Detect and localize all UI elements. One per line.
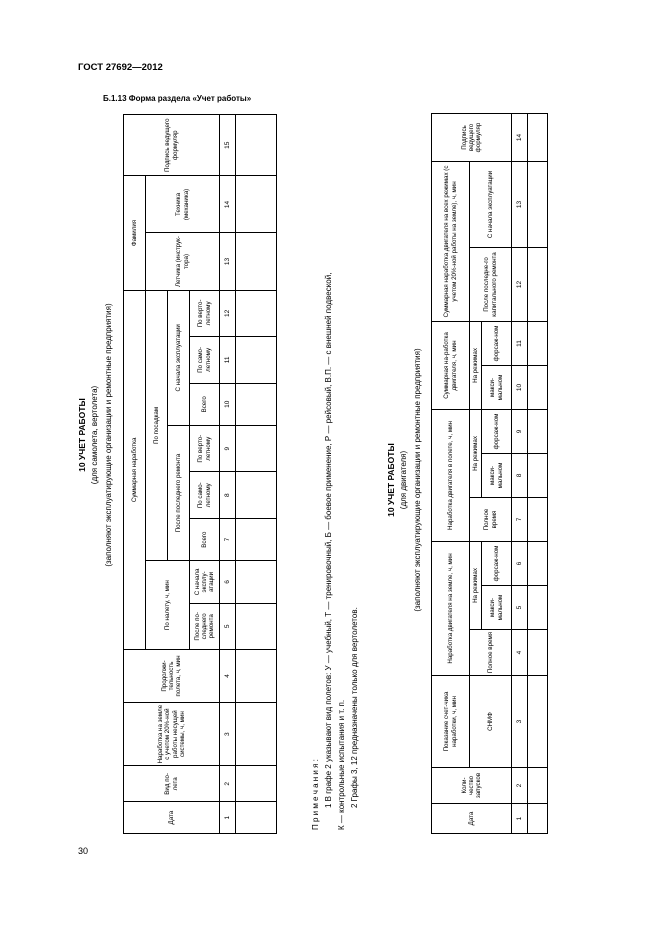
t1-data-cell[interactable] <box>236 766 277 802</box>
t1-data-cell[interactable] <box>236 650 277 703</box>
t1-h-signature: Подпись ведущего формуляр <box>124 115 220 176</box>
notes-line-3: 2 Графы 3, 12 предназначены только для вертолетов. <box>350 607 359 808</box>
t1-h-all-1: Всего <box>190 518 220 560</box>
t2-h-forced-2: форсаж-ном <box>482 409 512 453</box>
t2-data-cell[interactable] <box>528 161 548 247</box>
t2-data-cell[interactable] <box>528 365 548 409</box>
standard-header: ГОСТ 27692—2012 <box>78 62 163 73</box>
t1-data-cell[interactable] <box>236 176 277 233</box>
t2-h-full-time-1: Полное время <box>470 630 512 676</box>
t1-h-since-start: С начала эксплу-атации <box>190 561 220 603</box>
t2-h-signature: Подпись ведущего формуляр <box>432 113 512 161</box>
table2-filled-by: (заполняют эксплуатирующие организации и ремонтные предприятия) <box>413 348 422 612</box>
t2-col-number: 10 <box>512 365 528 409</box>
t1-h-landings: По посадкам <box>146 290 168 561</box>
t1-col-number: 7 <box>220 518 236 560</box>
t2-col-number: 7 <box>512 497 528 541</box>
t1-h-after-repair: После по-следнего ремонта <box>190 603 220 650</box>
t2-col-number: 11 <box>512 321 528 365</box>
t1-data-cell[interactable] <box>236 233 277 290</box>
t1-h-date: Дата <box>124 802 220 834</box>
table1 <box>123 114 276 834</box>
t2-col-number: 8 <box>512 453 528 497</box>
t2-h-since-start: С начала эксплуатации <box>470 161 512 247</box>
t2-data-cell[interactable] <box>528 804 548 834</box>
t2-h-launches: Коли-чество запусков <box>432 768 512 804</box>
t1-h-duration: Продолжи-тельность полета, ч, мин <box>124 650 220 703</box>
t2-h-full-time-2: Полное время <box>470 497 512 541</box>
t2-col-number: 2 <box>512 768 528 804</box>
t2-data-cell[interactable] <box>528 497 548 541</box>
t1-data-cell[interactable] <box>236 290 277 337</box>
table2-title-block <box>386 320 428 640</box>
t1-data-cell[interactable] <box>236 518 277 560</box>
t2-h-max-1: макси-мальном <box>482 586 512 630</box>
t1-col-number: 5 <box>220 603 236 650</box>
t1-data-cell[interactable] <box>236 561 277 603</box>
t2-h-forced-1: форсаж-ном <box>482 541 512 585</box>
table1-title: 10 УЧЕТ РАБОТЫ <box>77 398 87 472</box>
t1-col-number: 14 <box>220 176 236 233</box>
t1-h-technician: Техника (механика) <box>146 176 220 233</box>
t2-col-number: 1 <box>512 804 528 834</box>
t1-h-flight-time: По налету, ч, мин <box>146 561 190 650</box>
table1-subtitle: (для самолета, вертолета) <box>90 385 99 485</box>
t1-col-number: 10 <box>220 383 236 425</box>
t2-h-air: Наработка двигателя в полете, ч, мин <box>432 409 470 541</box>
t2-data-cell[interactable] <box>528 247 548 321</box>
t2-data-cell[interactable] <box>528 586 548 630</box>
t2-data-cell[interactable] <box>528 113 548 161</box>
t2-h-modes-3: На режимах <box>470 321 482 409</box>
t1-col-number: 3 <box>220 702 236 765</box>
t2-col-number: 13 <box>512 161 528 247</box>
t1-data-cell[interactable] <box>236 115 277 176</box>
table2-subtitle: (для двигателя) <box>399 450 408 510</box>
t1-col-number: 9 <box>220 425 236 472</box>
table1-title-block <box>77 225 119 645</box>
t2-h-modes-2: На режимах <box>470 409 482 497</box>
t1-col-number: 13 <box>220 233 236 290</box>
t1-data-cell[interactable] <box>236 425 277 472</box>
t1-col-number: 15 <box>220 115 236 176</box>
t2-col-number: 6 <box>512 541 528 585</box>
t2-data-cell[interactable] <box>528 676 548 768</box>
notes-line-2: К — контрольные испытания и т. п. <box>337 699 346 830</box>
t2-col-number: 3 <box>512 676 528 768</box>
t2-data-cell[interactable] <box>528 541 548 585</box>
page-number: 30 <box>78 846 89 856</box>
t1-h-helicopter-1: По верто-летному <box>190 425 220 472</box>
t1-h-ground: Наработка на земле с учетом 20%-ной работы несущей системы, ч, мин <box>124 702 220 765</box>
t2-h-meter: Показание счет-чика наработки, ч, мин <box>432 676 470 768</box>
t1-col-number: 12 <box>220 290 236 337</box>
t1-h-flight-type: Вид по-лета <box>124 766 220 802</box>
t1-h-landings-after: После последнего ремонта <box>168 425 190 560</box>
t1-data-cell[interactable] <box>236 802 277 834</box>
t1-col-number: 11 <box>220 337 236 384</box>
t2-h-modes-1: На режимах <box>470 541 482 629</box>
section-title: Б.1.13 Форма раздела «Учет работы» <box>103 94 252 103</box>
t2-h-max-2: макси-мальном <box>482 453 512 497</box>
t2-data-cell[interactable] <box>528 321 548 365</box>
t2-data-cell[interactable] <box>528 453 548 497</box>
t2-col-number: 9 <box>512 409 528 453</box>
t2-data-cell[interactable] <box>528 630 548 676</box>
t1-col-number: 2 <box>220 766 236 802</box>
t2-data-cell[interactable] <box>528 768 548 804</box>
t1-data-cell[interactable] <box>236 702 277 765</box>
t2-h-ground: Наработка двигателя на земле, ч, мин <box>432 541 470 675</box>
t2-h-forced-3: форсаж-ном <box>482 321 512 365</box>
t1-col-number: 1 <box>220 802 236 834</box>
t2-data-cell[interactable] <box>528 409 548 453</box>
t1-data-cell[interactable] <box>236 603 277 650</box>
table1-filled-by: (заполняют эксплуатирующие организации и ремонтные предприятия) <box>104 303 113 567</box>
t2-h-max-3: макси-мальном <box>482 365 512 409</box>
t2-col-number: 12 <box>512 247 528 321</box>
t2-h-date: Дата <box>432 804 512 834</box>
t1-data-cell[interactable] <box>236 337 277 384</box>
t2-h-snmf: СНМФ <box>470 676 512 768</box>
t2-col-number: 14 <box>512 113 528 161</box>
t2-col-number: 5 <box>512 586 528 630</box>
notes-line-1: 1 В графе 2 указывают вид полетов: У — учебный, Т — тренировочный, Б — боевое применение, Р — рейсовый, В.П. — с внешней подвеской, <box>324 272 333 808</box>
t1-data-cell[interactable] <box>236 383 277 425</box>
t1-h-landings-since: С начала эксплуатации <box>168 290 190 425</box>
t1-h-surname: Фамилия <box>124 176 146 290</box>
t2-h-total20: Суммарная наработка двигателя на всех режимах (с учетом 20%-ной работы на земле), ч, мин <box>432 161 470 321</box>
t1-h-airplane-2: По само-летному <box>190 337 220 384</box>
t1-col-number: 6 <box>220 561 236 603</box>
t2-col-number: 4 <box>512 630 528 676</box>
notes-title: П р и м е ч а н и я : <box>311 759 320 830</box>
t1-col-number: 4 <box>220 650 236 703</box>
t1-data-cell[interactable] <box>236 472 277 519</box>
t1-h-airplane-1: По само-летному <box>190 472 220 519</box>
t1-h-pilot: Летчика (инструк-тора) <box>146 233 220 290</box>
t1-h-helicopter-2: По верто-летному <box>190 290 220 337</box>
t1-h-all-2: Всего <box>190 383 220 425</box>
t2-h-after-overhaul: После последне-го капитального ремонта <box>470 247 512 321</box>
t1-col-number: 8 <box>220 472 236 519</box>
table2-title: 10 УЧЕТ РАБОТЫ <box>386 443 396 517</box>
table2 <box>431 114 547 834</box>
t2-h-sum: Суммарная на-работка двигателя, ч, мин <box>432 321 470 409</box>
t1-h-total: Суммарная наработка <box>124 290 146 649</box>
